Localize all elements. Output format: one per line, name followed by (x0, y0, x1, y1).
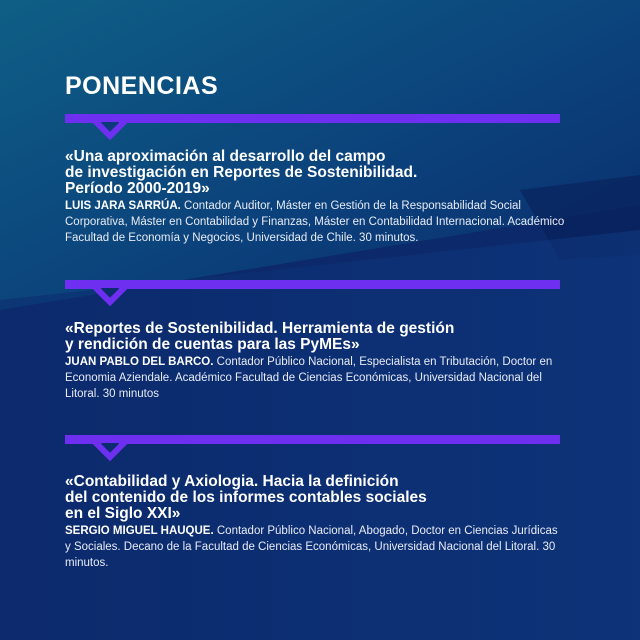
talk-1 (65, 149, 565, 246)
talk-title: «Una aproximación al desarrollo del campo de investigación en Reportes de Sostenibilidad. Período 2000-2019» (65, 148, 418, 197)
talk-description (65, 198, 565, 246)
section-divider (65, 114, 560, 142)
page-heading: PONENCIAS (65, 72, 219, 100)
speaker-name: LUIS JARA SARRÚA. (65, 200, 181, 212)
speaker-bio: Contador Auditor, Máster en Gestión de la Responsabilidad Social Corporativa, Máster en Contabilidad y Finanzas, Máster en Contabilidad Internacional. Académico Facultad de Economía y Negocios, Universidad de Chile. 30 minutos. (65, 200, 565, 244)
talk-title: «Reportes de Sostenibilidad. Herramienta de gestión y rendición de cuentas para las PyMEs» (65, 320, 455, 353)
section-divider (65, 280, 560, 308)
talk-description (65, 354, 565, 402)
talk-3 (65, 474, 565, 571)
talk-2 (65, 321, 565, 402)
talk-description (65, 523, 565, 571)
speaker-name: SERGIO MIGUEL HAUQUE. (65, 525, 214, 537)
speaker-name: JUAN PABLO DEL BARCO. (65, 356, 214, 368)
section-divider (65, 435, 560, 463)
speaker-bio: Contador Público Nacional, Abogado, Doctor en Ciencias Jurídicas y Sociales. Decano de la Facultad de Ciencias Económicas, Universidad Nacional del Litoral. 30 minutos. (65, 525, 558, 569)
talk-title: «Contabilidad y Axiologia. Hacia la definición del contenido de los informes contables sociales en el Siglo XXI» (65, 473, 427, 522)
speaker-bio: Contador Público Nacional, Especialista en Tributación, Doctor en Economia Aziendale. Académico Facultad de Ciencias Económicas, Universidad Nacional del Litoral. 30 minutos (65, 356, 553, 400)
